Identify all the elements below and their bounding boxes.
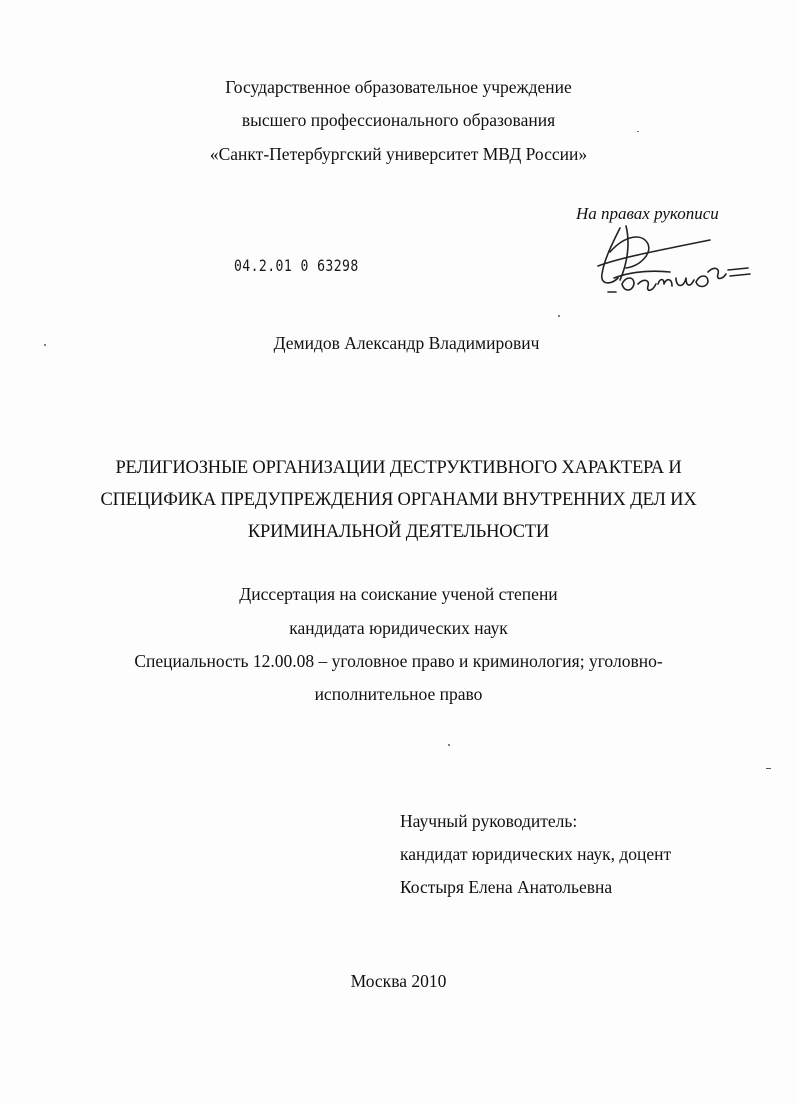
dissertation-title-line-2: СПЕЦИФИКА ПРЕДУПРЕЖДЕНИЯ ОРГАНАМИ ВНУТРЕННИХ ДЕЛ ИХ	[100, 490, 697, 510]
supervisor-name: Костыря Елена Анатольевна	[400, 877, 613, 897]
institution-line-1: Государственное образовательное учреждение	[225, 77, 572, 97]
degree-line-2: кандидата юридических наук	[289, 618, 508, 638]
city-year: Москва 2010	[350, 971, 447, 991]
scan-speck	[44, 344, 46, 346]
registry-number: 04.2.01 0 63298	[234, 256, 359, 275]
specialty-line-2: исполнительное право	[314, 684, 483, 704]
scan-speck	[766, 768, 771, 769]
supervisor-label: Научный руководитель:	[400, 811, 578, 831]
degree-line-1: Диссертация на соискание ученой степени	[239, 584, 558, 604]
author-name: Демидов Александр Владимирович	[273, 333, 540, 353]
scan-speck	[558, 315, 560, 317]
dissertation-title-line-1: РЕЛИГИОЗНЫЕ ОРГАНИЗАЦИИ ДЕСТРУКТИВНОГО ХАРАКТЕРА И	[115, 458, 682, 478]
institution-line-3: «Санкт-Петербургский университет МВД России»	[209, 144, 588, 164]
dissertation-title-line-3: КРИМИНАЛЬНОЙ ДЕЯТЕЛЬНОСТИ	[247, 522, 550, 542]
scan-speck	[637, 131, 639, 132]
supervisor-degree: кандидат юридических наук, доцент	[400, 844, 672, 864]
manuscript-note: На правах рукописи	[576, 204, 719, 223]
scan-speck	[448, 744, 450, 746]
specialty-line-1: Специальность 12.00.08 – уголовное право и криминология; уголовно-	[134, 651, 663, 671]
author-signature	[590, 222, 765, 304]
institution-line-2: высшего профессионального образования	[241, 110, 556, 130]
